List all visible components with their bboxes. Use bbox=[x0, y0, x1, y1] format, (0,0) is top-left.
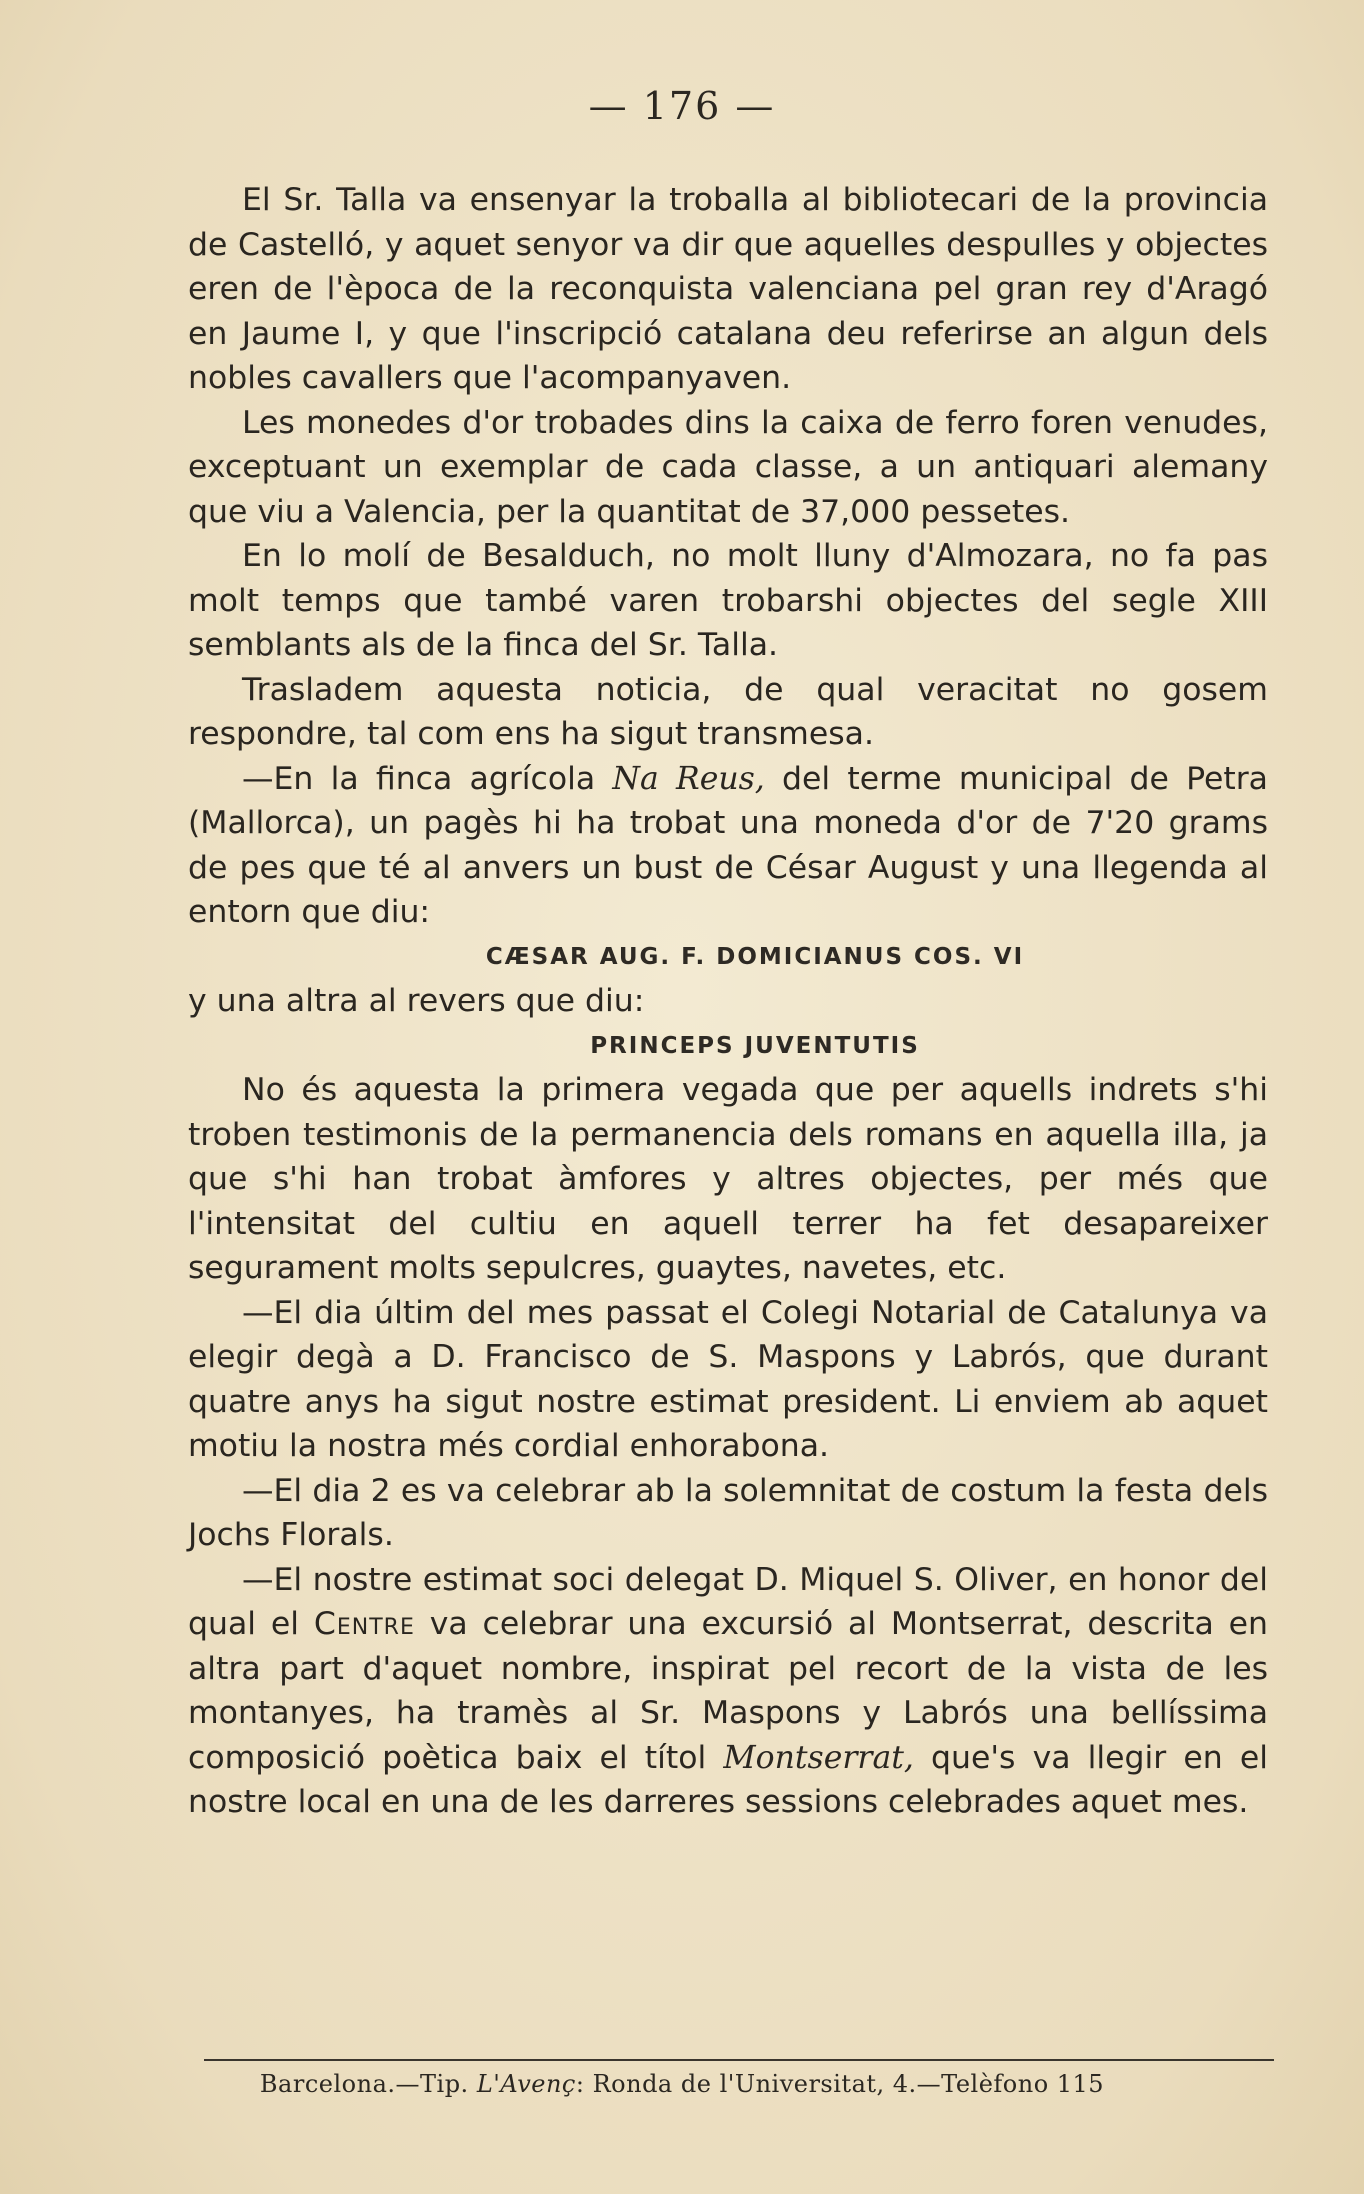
poem-title: Montserrat, bbox=[723, 1739, 914, 1776]
paragraph-besalduch: En lo molí de Besalduch, no molt lluny d'Almozara, no fa pas molt temps que també varen trobarshi objectes del segle XIII semblants als de la finca del Sr. Talla. bbox=[188, 538, 1268, 663]
paragraph-monedes: Les monedes d'or trobades dins la caixa de ferro foren venudes, exceptuant un exemplar de cada classe, a un antiquari alemany que viu a Valencia, per la quantitat de 37,000 pessetes. bbox=[188, 404, 1268, 530]
oliver-text-2: va celebrar una excursió al Montserrat, descrita en altra part d'aquet nombre, inspirat pel recort de la vista de les montanyes, ha tramès al Sr. Maspons y Labrós una bellíssima composició poètica baix el títol bbox=[188, 1606, 1268, 1776]
petra-finca-name: Na Reus, bbox=[612, 760, 765, 797]
printer-imprint bbox=[0, 2070, 1364, 2098]
paragraph-colegi-notarial: —El dia últim del mes passat el Colegi Notarial de Catalunya va elegir degà a D. Francisco de S. Maspons y Labrós, que durant quatre anys ha sigut nostre estimat president. Li enviem ab aquet motiu la nostra més cordial enhorabona. bbox=[188, 1294, 1268, 1464]
petra-text-before: —En la finca agrícola bbox=[242, 760, 613, 797]
imprint-prefix: Barcelona.—Tip. bbox=[259, 2070, 477, 2098]
paragraph-trasladem: Trasladem aquesta noticia, de qual veracitat no gosem respondre, tal com ens ha sigut transmesa. bbox=[188, 671, 1268, 752]
oliver-text-1: —El nostre estimat soci delegat D. Miquel S. Oliver, en honor del qual el bbox=[188, 1561, 1268, 1642]
centre-name: Centre bbox=[313, 1606, 415, 1642]
inscription-revers: PRINCEPS JUVENTUTIS bbox=[590, 1032, 920, 1059]
paragraph-petra bbox=[188, 757, 1268, 935]
article-body bbox=[188, 178, 1268, 1825]
oliver-text-3: que's va llegir en el nostre local en una de les darreres sessions celebrades aquet mes. bbox=[188, 1739, 1268, 1820]
imprint-suffix: : Ronda de l'Universitat, 4.—Telèfono 115 bbox=[575, 2070, 1105, 2098]
paragraph-romans: No és aquesta la primera vegada que per aquells indrets s'hi troben testimonis de la permanencia dels romans en aquella illa, ja que s'hi han trobat àmfores y altres objectes, per més que l'intensitat del cultiu en aquell terrer ha fet desapareixer segurament molts sepulcres, guaytes, navetes, etc. bbox=[188, 1072, 1268, 1286]
footer-rule bbox=[204, 2059, 1274, 2061]
paragraph-castello: El Sr. Talla va ensenyar la troballa al bibliotecari de la provincia de Castelló, y aquet senyor va dir que aquelles despulles y objectes eren de l'època de la reconquista valenciana pel gran rey d'Aragó en Jaume I, y que l'inscripció catalana deu referirse an algun dels nobles cavallers que l'acompanyaven. bbox=[188, 182, 1268, 396]
page-number: — 176 — bbox=[588, 84, 776, 128]
inscription-anvers: CÆSAR AUG. F. DOMICIANUS COS. VI bbox=[485, 943, 1025, 970]
petra-text-after: del terme municipal de Petra (Mallorca), un pagès hi ha trobat una moneda d'or de 7'20 grams de pes que té al anvers un bust de César August y una llegenda al entorn que diu: bbox=[188, 760, 1268, 930]
revers-line: y una altra al revers que diu: bbox=[188, 983, 645, 1019]
imprint-printer-name: L'Avenç bbox=[476, 2070, 576, 2098]
paragraph-oliver bbox=[188, 1558, 1268, 1825]
paragraph-jochs-florals: —El dia 2 es va celebrar ab la solemnitat de costum la festa dels Jochs Florals. bbox=[188, 1472, 1268, 1553]
